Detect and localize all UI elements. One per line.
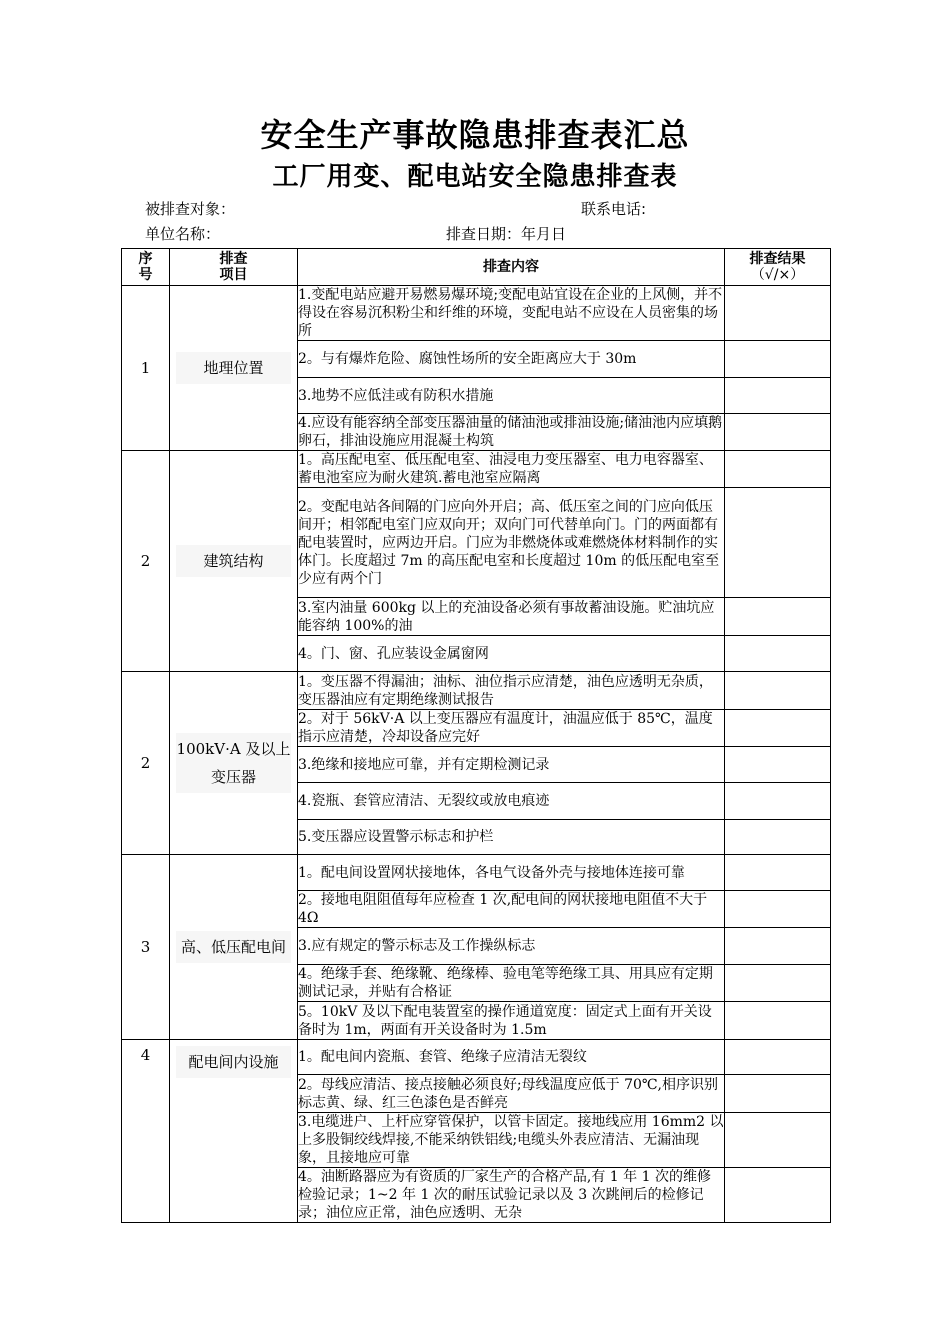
- table-row: [122, 286, 831, 341]
- row-content: 3.地势不应低洼或有防积水措施: [298, 378, 725, 414]
- row-result-cell[interactable]: [725, 1002, 831, 1040]
- row-content: 1。配电间内瓷瓶、套管、绝缘子应清洁无裂纹: [298, 1040, 725, 1075]
- row-content: 2。母线应清洁、接点接触必须良好;母线温度应低于 70℃,相序识别标志黄、绿、红三色漆色是否鲜亮: [298, 1075, 725, 1113]
- sub-title: 工厂用变、配电站安全隐患排查表: [272, 162, 678, 192]
- row-result-cell[interactable]: [725, 286, 831, 341]
- row-result-cell[interactable]: [725, 1075, 831, 1113]
- header-row: [122, 249, 831, 286]
- row-content: 3.室内油量 600kg 以上的充油设备必须有事故蓄油设施。贮油坑应能容纳 100%的油: [298, 598, 725, 636]
- date-label: 排查日期：年月日: [446, 225, 567, 243]
- row-result-cell[interactable]: [725, 965, 831, 1002]
- row-content: 2。对于 56kV·A 以上变压器应有温度计，油温应低于 85℃，温度指示应清楚，冷却设备应完好: [298, 710, 725, 747]
- row-result-cell[interactable]: [725, 820, 831, 855]
- row-result-cell[interactable]: [725, 747, 831, 783]
- row-result-cell[interactable]: [725, 710, 831, 747]
- row-result-cell[interactable]: [725, 855, 831, 891]
- item-label: 地理位置: [176, 352, 291, 384]
- row-content: 1。配电间设置网状接地体，各电气设备外壳与接地体连接可靠: [298, 855, 725, 891]
- item-label: 建筑结构: [176, 545, 291, 577]
- item-label: 配电间内设施: [176, 1046, 291, 1078]
- row-content: 1。高压配电室、低压配电室、油浸电力变压器室、电力电容器室、蓄电池室应为耐火建筑.蓄电池室应隔离: [298, 451, 725, 488]
- row-result-cell[interactable]: [725, 636, 831, 672]
- row-result-cell[interactable]: [725, 378, 831, 414]
- row-item: [170, 672, 298, 855]
- target-label: 被排查对象：: [145, 200, 236, 218]
- row-item: [170, 451, 298, 672]
- row-seq: 4: [122, 1040, 170, 1223]
- main-title: 安全生产事故隐患排查表汇总: [260, 116, 690, 154]
- row-result-cell[interactable]: [725, 598, 831, 636]
- row-result-cell[interactable]: [725, 488, 831, 598]
- row-content: 3.电缆进户、上杆应穿管保护，以管卡固定。接地线应用 16mm2 以上多股铜绞线焊接,不能采纳铁铝线;电缆头外表应清洁、无漏油现象，且接地应可靠: [298, 1114, 724, 1166]
- inspection-table: [121, 248, 831, 1223]
- row-seq: 1: [122, 286, 170, 451]
- row-result-cell[interactable]: [725, 783, 831, 820]
- row-content: 2。接地电阻阻值每年应检查 1 次,配电间的网状接地电阻值不大于 4Ω: [298, 891, 725, 928]
- row-content: 4。油断路器应为有资质的厂家生产的合格产品,有 1 年 1 次的维修检验记录；1~2 年 1 次的耐压试验记录以及 3 次跳闸后的检修记录；油位应正常，油色应透明、无杂: [298, 1168, 725, 1223]
- row-content: 1.变配电站应避开易燃易爆环境;变配电站宜设在企业的上风侧，并不得设在容易沉积粉尘和纤维的环境，变配电站不应设在人员密集的场所: [298, 286, 725, 341]
- row-content: 2。与有爆炸危险、腐蚀性场所的安全距离应大于 30m: [298, 341, 725, 378]
- row-content: 3.绝缘和接地应可靠，并有定期检测记录: [298, 747, 725, 783]
- item-label: 100kV·A 及以上变压器: [176, 733, 291, 793]
- row-content: 1。变压器不得漏油；油标、油位指示应清楚，油色应透明无杂质，变压器油应有定期绝缘测试报告: [298, 672, 725, 710]
- row-content: 5.变压器应设置警示标志和护栏: [298, 820, 725, 855]
- header-content: 排查内容: [298, 249, 725, 286]
- row-content: 4。绝缘手套、绝缘靴、绝缘棒、验电笔等绝缘工具、用具应有定期测试记录，并贴有合格证: [298, 965, 725, 1002]
- row-content: 5。10kV 及以下配电装置室的操作通道宽度：固定式上面有开关设备时为 1m，两面有开关设备时为 1.5m: [298, 1002, 725, 1040]
- item-label: 高、低压配电间: [176, 931, 291, 963]
- row-result-cell[interactable]: [725, 414, 831, 451]
- row-content: 4。门、窗、孔应装设金属窗网: [298, 636, 725, 672]
- row-result-cell[interactable]: [725, 341, 831, 378]
- phone-label: 联系电话:: [581, 200, 647, 218]
- header-seq: 序号: [122, 249, 170, 286]
- row-seq: 2: [122, 672, 170, 855]
- table-row: [122, 672, 831, 710]
- row-item: [170, 855, 298, 1040]
- row-content: 3.应有规定的警示标志及工作操纵标志: [298, 928, 725, 965]
- table-row: [122, 855, 831, 891]
- row-item: [170, 286, 298, 451]
- row-result-cell[interactable]: [725, 451, 831, 488]
- row-seq: 2: [122, 451, 170, 672]
- row-result-cell[interactable]: [725, 928, 831, 965]
- unit-label: 单位名称：: [145, 225, 221, 243]
- row-content: 4.应设有能容纳全部变压器油量的储油池或排油设施;储油池内应填鹅卵石，排油设施应用混凝土构筑: [298, 414, 725, 451]
- row-result-cell[interactable]: [725, 1168, 831, 1223]
- row-item: [170, 1040, 298, 1223]
- row-content: 2。变配电站各间隔的门应向外开启；高、低压室之间的门应向低压间开；相邻配电室门应双向开；双向门可代替单向门。门的两面都有配电装置时，应两边开启。门应为非燃烧体或难燃烧体材料制作的实体门。长度超过 7m 的高压配电室和长度超过 10m 的低压配电室至少应有两个门: [298, 488, 725, 598]
- row-content: 4.瓷瓶、套管应清洁、无裂纹或放电痕迹: [298, 783, 725, 820]
- row-seq: 3: [122, 855, 170, 1040]
- header-result: 排查结果 （√/×）: [725, 249, 831, 286]
- row-result-cell[interactable]: [725, 672, 831, 710]
- row-result-cell[interactable]: [725, 891, 831, 928]
- header-item: 排查项目: [170, 249, 298, 286]
- row-result-cell[interactable]: [725, 1113, 831, 1168]
- table-row: [122, 451, 831, 488]
- row-result-cell[interactable]: [725, 1040, 831, 1075]
- table-row: [122, 1040, 831, 1075]
